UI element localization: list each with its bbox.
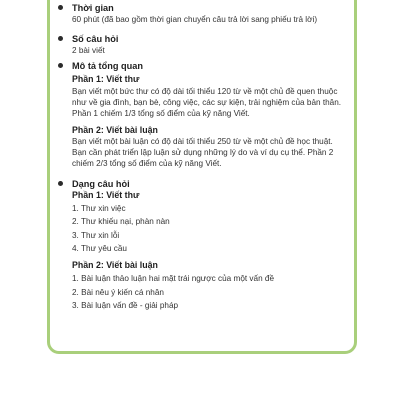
section-types xyxy=(58,178,350,311)
part1-title: Phần 1: Viết thư xyxy=(72,74,140,85)
list-item: 4. Thư yêu cầu xyxy=(72,243,127,253)
section-text: 60 phút (đã bao gồm thời gian chuyển câu trả lời sang phiếu trả lời) xyxy=(72,15,318,24)
list-item: 1. Bài luận thảo luận hai mặt trái ngược của một vấn đề xyxy=(72,274,275,284)
part2-title: Phần 2: Viết bài luận xyxy=(72,124,158,135)
bullet-icon xyxy=(58,181,63,186)
part1-line: Phần 1 chiếm 1/3 tổng số điểm của kỹ năng Viết. xyxy=(72,109,250,119)
section-heading: Thời gian xyxy=(72,3,114,13)
bullet-icon xyxy=(58,63,63,68)
section-heading: Mô tả tổng quan xyxy=(72,61,143,72)
section-count xyxy=(58,33,350,56)
bullet-icon xyxy=(58,36,63,41)
section-text: 2 bài viết xyxy=(72,46,105,56)
list-item: 3. Bài luận vấn đề - giải pháp xyxy=(72,300,179,310)
part2-line: Bạn viết một bài luận có độ dài tối thiểu 250 từ về một chủ đề học thuật. xyxy=(72,137,333,147)
part2-line: chiếm 2/3 tổng số điểm của kỹ năng Viết. xyxy=(72,159,222,169)
section-time xyxy=(58,2,350,25)
section-heading: Số câu hỏi xyxy=(72,34,119,45)
bullet-icon xyxy=(58,5,63,10)
part1-line: Bạn viết một bức thư có độ dài tối thiểu 120 từ về một chủ đề quen thuộc xyxy=(72,86,338,96)
section-heading: Dạng câu hỏi xyxy=(72,178,130,189)
part2-line: Bạn cần phát triển lập luận sử dụng những lý do và ví dụ cụ thể. Phần 2 xyxy=(72,148,334,158)
list-item: 1. Thư xin việc xyxy=(72,204,126,214)
list-item: 3. Thư xin lỗi xyxy=(72,230,120,240)
exam-info xyxy=(58,0,350,311)
part1-line: như về gia đình, bạn bè, công việc, các sự kiện, trải nghiệm của bản thân. xyxy=(72,98,342,108)
list-item: 2. Thư khiếu nại, phàn nàn xyxy=(72,217,170,227)
types-part2-title: Phần 2: Viết bài luận xyxy=(72,259,158,270)
list-item: 2. Bài nêu ý kiến cá nhân xyxy=(72,287,164,297)
section-overview xyxy=(58,60,350,169)
types-part1-title: Phần 1: Viết thư xyxy=(72,189,140,200)
